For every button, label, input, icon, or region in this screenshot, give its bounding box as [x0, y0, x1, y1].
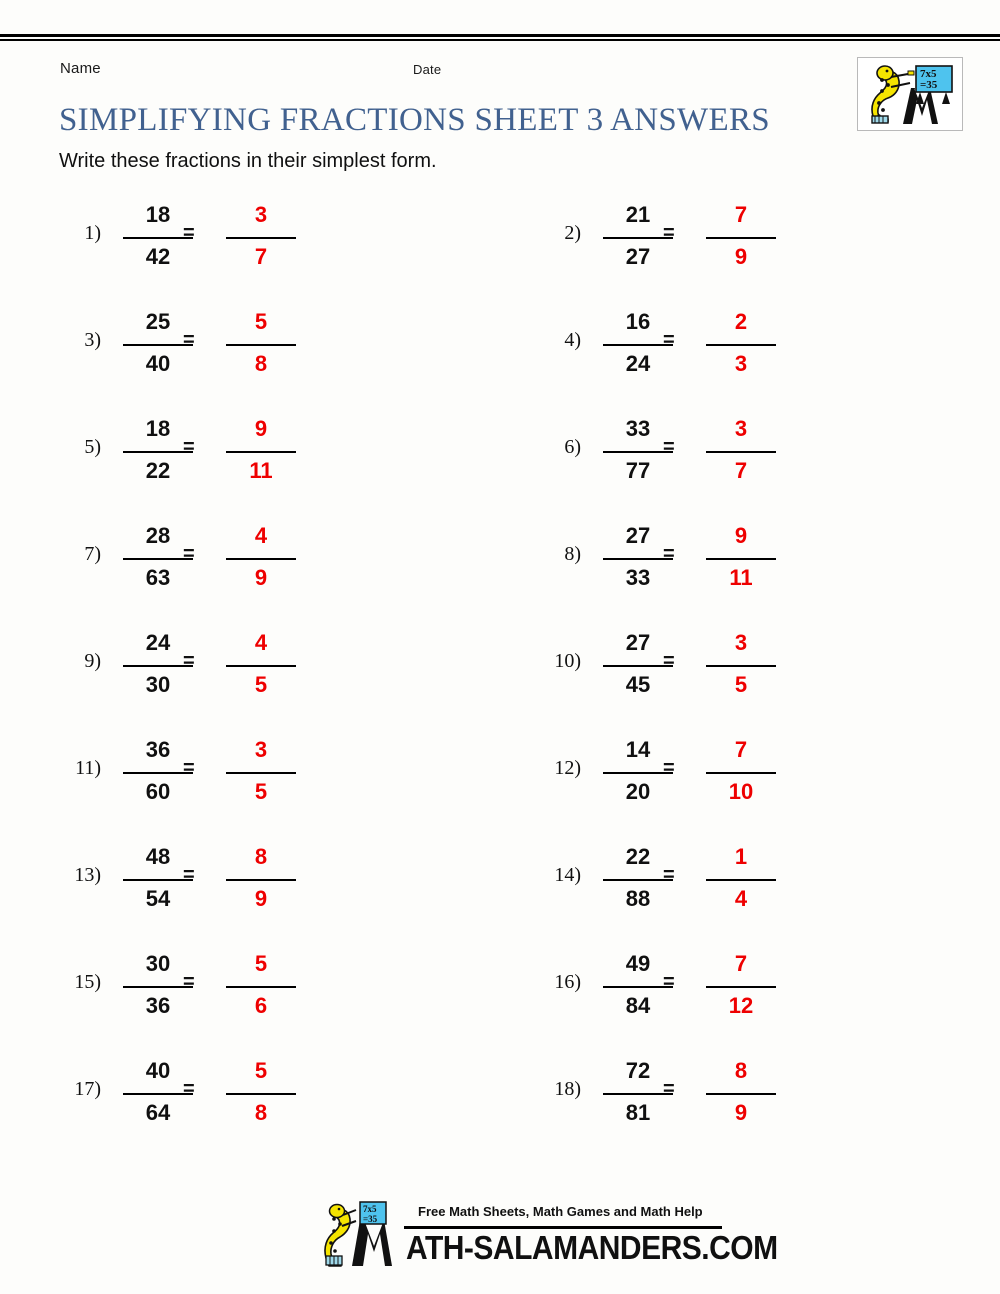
fraction-bar	[226, 1093, 296, 1095]
top-border-line-2	[0, 39, 1000, 41]
answer-numerator: 7	[734, 202, 748, 227]
question-numerator: 28	[145, 523, 171, 548]
problem-number: 9)	[84, 650, 101, 672]
question-denominator: 40	[145, 351, 171, 376]
fraction-bar	[226, 665, 296, 667]
answer-fraction[interactable]	[220, 1052, 302, 1136]
problem-row	[0, 838, 1000, 945]
question-denominator: 64	[145, 1100, 171, 1125]
answer-numerator: 3	[254, 737, 268, 762]
answer-denominator: 8	[254, 1100, 268, 1125]
fraction-bar	[706, 665, 776, 667]
answer-fraction[interactable]	[220, 945, 302, 1029]
top-border-line-1	[0, 34, 1000, 37]
question-numerator: 30	[145, 951, 171, 976]
problem-number: 13)	[74, 864, 101, 886]
problem-number: 4)	[564, 329, 581, 351]
question-numerator: 16	[625, 309, 651, 334]
answer-numerator: 5	[254, 1058, 268, 1083]
equals-sign: =	[663, 971, 675, 993]
answer-denominator: 9	[254, 886, 268, 911]
question-denominator: 81	[625, 1100, 651, 1125]
fraction-bar	[706, 772, 776, 774]
answer-denominator: 5	[734, 672, 748, 697]
answer-fraction[interactable]	[700, 303, 782, 387]
page-title: SIMPLIFYING FRACTIONS SHEET 3 ANSWERS	[59, 102, 770, 138]
problem-row	[0, 945, 1000, 1052]
problem-row	[0, 410, 1000, 517]
fraction-bar	[706, 986, 776, 988]
answer-fraction[interactable]	[220, 517, 302, 601]
question-numerator: 25	[145, 309, 171, 334]
problem-number: 1)	[84, 222, 101, 244]
equals-sign: =	[663, 543, 675, 565]
equals-sign: =	[663, 650, 675, 672]
answer-denominator: 4	[734, 886, 748, 911]
question-numerator: 18	[145, 416, 171, 441]
answer-denominator: 5	[254, 672, 268, 697]
question-denominator: 27	[625, 244, 651, 269]
question-denominator: 30	[145, 672, 171, 697]
footer-board-line-2: =35	[363, 1214, 378, 1224]
answer-denominator: 11	[729, 565, 753, 590]
problem-row	[0, 731, 1000, 838]
question-denominator: 88	[625, 886, 651, 911]
footer-board-line-1: 7x5	[363, 1204, 377, 1214]
answer-fraction[interactable]	[700, 838, 782, 922]
answer-numerator: 3	[734, 630, 748, 655]
answer-fraction[interactable]	[220, 196, 302, 280]
answer-denominator: 8	[254, 351, 268, 376]
equals-sign: =	[663, 222, 675, 244]
problem-row	[0, 517, 1000, 624]
problem-row	[0, 303, 1000, 410]
svg-text:7x5: 7x5	[920, 68, 937, 80]
equals-sign: =	[183, 329, 195, 351]
answer-denominator: 11	[249, 458, 273, 483]
footer-divider	[404, 1226, 722, 1229]
answer-fraction[interactable]	[220, 303, 302, 387]
question-numerator: 18	[145, 202, 171, 227]
fraction-bar	[226, 344, 296, 346]
equals-sign: =	[183, 757, 195, 779]
equals-sign: =	[183, 971, 195, 993]
fraction-bar	[226, 879, 296, 881]
problem-number: 3)	[84, 329, 101, 351]
fraction-bar	[226, 558, 296, 560]
problem-number: 11)	[75, 757, 101, 779]
equals-sign: =	[663, 329, 675, 351]
equals-sign: =	[663, 864, 675, 886]
problem-number: 16)	[554, 971, 581, 993]
equals-sign: =	[183, 436, 195, 458]
fraction-bar	[706, 237, 776, 239]
answer-denominator: 9	[254, 565, 268, 590]
footer	[322, 1196, 778, 1276]
problem-number: 15)	[74, 971, 101, 993]
question-numerator: 72	[625, 1058, 651, 1083]
question-denominator: 33	[625, 565, 651, 590]
problem-row	[0, 1052, 1000, 1159]
answer-numerator: 3	[254, 202, 268, 227]
problem-number: 5)	[84, 436, 101, 458]
fraction-bar	[226, 986, 296, 988]
answer-numerator: 9	[254, 416, 268, 441]
question-numerator: 48	[145, 844, 171, 869]
fraction-bar	[706, 1093, 776, 1095]
question-denominator: 77	[625, 458, 651, 483]
question-denominator: 24	[625, 351, 651, 376]
svg-text:=35: =35	[920, 79, 938, 91]
answer-numerator: 3	[734, 416, 748, 441]
question-numerator: 24	[145, 630, 171, 655]
question-numerator: 27	[625, 523, 651, 548]
answer-fraction[interactable]	[220, 731, 302, 815]
answer-denominator: 10	[728, 779, 754, 804]
problem-number: 7)	[84, 543, 101, 565]
answer-denominator: 6	[254, 993, 268, 1018]
equals-sign: =	[183, 543, 195, 565]
answer-fraction[interactable]	[700, 945, 782, 1029]
problem-number: 17)	[74, 1078, 101, 1100]
equals-sign: =	[663, 1078, 675, 1100]
fraction-bar	[226, 237, 296, 239]
question-numerator: 22	[625, 844, 651, 869]
question-numerator: 33	[625, 416, 651, 441]
math-salamanders-logo	[857, 57, 963, 131]
answer-numerator: 1	[734, 844, 748, 869]
fraction-bar	[706, 558, 776, 560]
equals-sign: =	[183, 1078, 195, 1100]
answer-fraction[interactable]	[220, 410, 302, 494]
answer-numerator: 4	[254, 523, 268, 548]
problem-number: 6)	[564, 436, 581, 458]
question-denominator: 36	[145, 993, 171, 1018]
question-denominator: 22	[145, 458, 171, 483]
footer-tagline: Free Math Sheets, Math Games and Math Help	[418, 1204, 703, 1219]
fraction-bar	[706, 451, 776, 453]
answer-fraction[interactable]	[700, 517, 782, 601]
answer-numerator: 4	[254, 630, 268, 655]
question-denominator: 45	[625, 672, 651, 697]
answer-fraction[interactable]	[700, 731, 782, 815]
answer-numerator: 7	[734, 951, 748, 976]
answer-numerator: 5	[254, 309, 268, 334]
answer-fraction[interactable]	[700, 196, 782, 280]
problem-row	[0, 624, 1000, 731]
fraction-bar	[226, 451, 296, 453]
problem-number: 2)	[564, 222, 581, 244]
date-label: Date	[413, 62, 442, 77]
question-numerator: 49	[625, 951, 651, 976]
problem-number: 12)	[554, 757, 581, 779]
answer-numerator: 5	[254, 951, 268, 976]
answer-numerator: 7	[734, 737, 748, 762]
equals-sign: =	[183, 864, 195, 886]
page-subtitle: Write these fractions in their simplest form.	[59, 150, 437, 172]
question-denominator: 42	[145, 244, 171, 269]
question-numerator: 40	[145, 1058, 171, 1083]
question-denominator: 54	[145, 886, 171, 911]
answer-fraction[interactable]	[700, 1052, 782, 1136]
answer-numerator: 2	[734, 309, 748, 334]
problem-number: 18)	[554, 1078, 581, 1100]
answer-denominator: 9	[734, 1100, 748, 1125]
name-label: Name	[60, 60, 101, 77]
equals-sign: =	[663, 757, 675, 779]
equals-sign: =	[663, 436, 675, 458]
fraction-bar	[706, 879, 776, 881]
question-numerator: 14	[625, 737, 651, 762]
answer-numerator: 8	[734, 1058, 748, 1083]
equals-sign: =	[183, 650, 195, 672]
answer-numerator: 8	[254, 844, 268, 869]
question-denominator: 84	[625, 993, 651, 1018]
footer-salamander-icon	[322, 1198, 418, 1270]
question-numerator: 36	[145, 737, 171, 762]
equals-sign: =	[183, 222, 195, 244]
answer-numerator: 9	[734, 523, 748, 548]
answer-fraction[interactable]	[220, 838, 302, 922]
question-numerator: 27	[625, 630, 651, 655]
problem-number: 14)	[554, 864, 581, 886]
answer-fraction[interactable]	[700, 410, 782, 494]
question-numerator: 21	[625, 202, 651, 227]
answer-denominator: 9	[734, 244, 748, 269]
problem-number: 10)	[554, 650, 581, 672]
footer-website-url[interactable]: ATH-SALAMANDERS.COM	[406, 1230, 778, 1267]
question-denominator: 20	[625, 779, 651, 804]
answer-fraction[interactable]	[700, 624, 782, 708]
answer-denominator: 7	[254, 244, 268, 269]
problem-row	[0, 196, 1000, 303]
answer-denominator: 12	[728, 993, 754, 1018]
salamander-logo-mark	[322, 1198, 418, 1270]
fraction-bar	[706, 344, 776, 346]
salamander-chalkboard-icon	[858, 58, 960, 128]
question-denominator: 63	[145, 565, 171, 590]
problem-number: 8)	[564, 543, 581, 565]
answer-denominator: 3	[734, 351, 748, 376]
problem-list	[0, 196, 1000, 1159]
answer-denominator: 5	[254, 779, 268, 804]
fraction-bar	[226, 772, 296, 774]
answer-denominator: 7	[734, 458, 748, 483]
question-denominator: 60	[145, 779, 171, 804]
answer-fraction[interactable]	[220, 624, 302, 708]
top-border-rule	[0, 34, 1000, 42]
